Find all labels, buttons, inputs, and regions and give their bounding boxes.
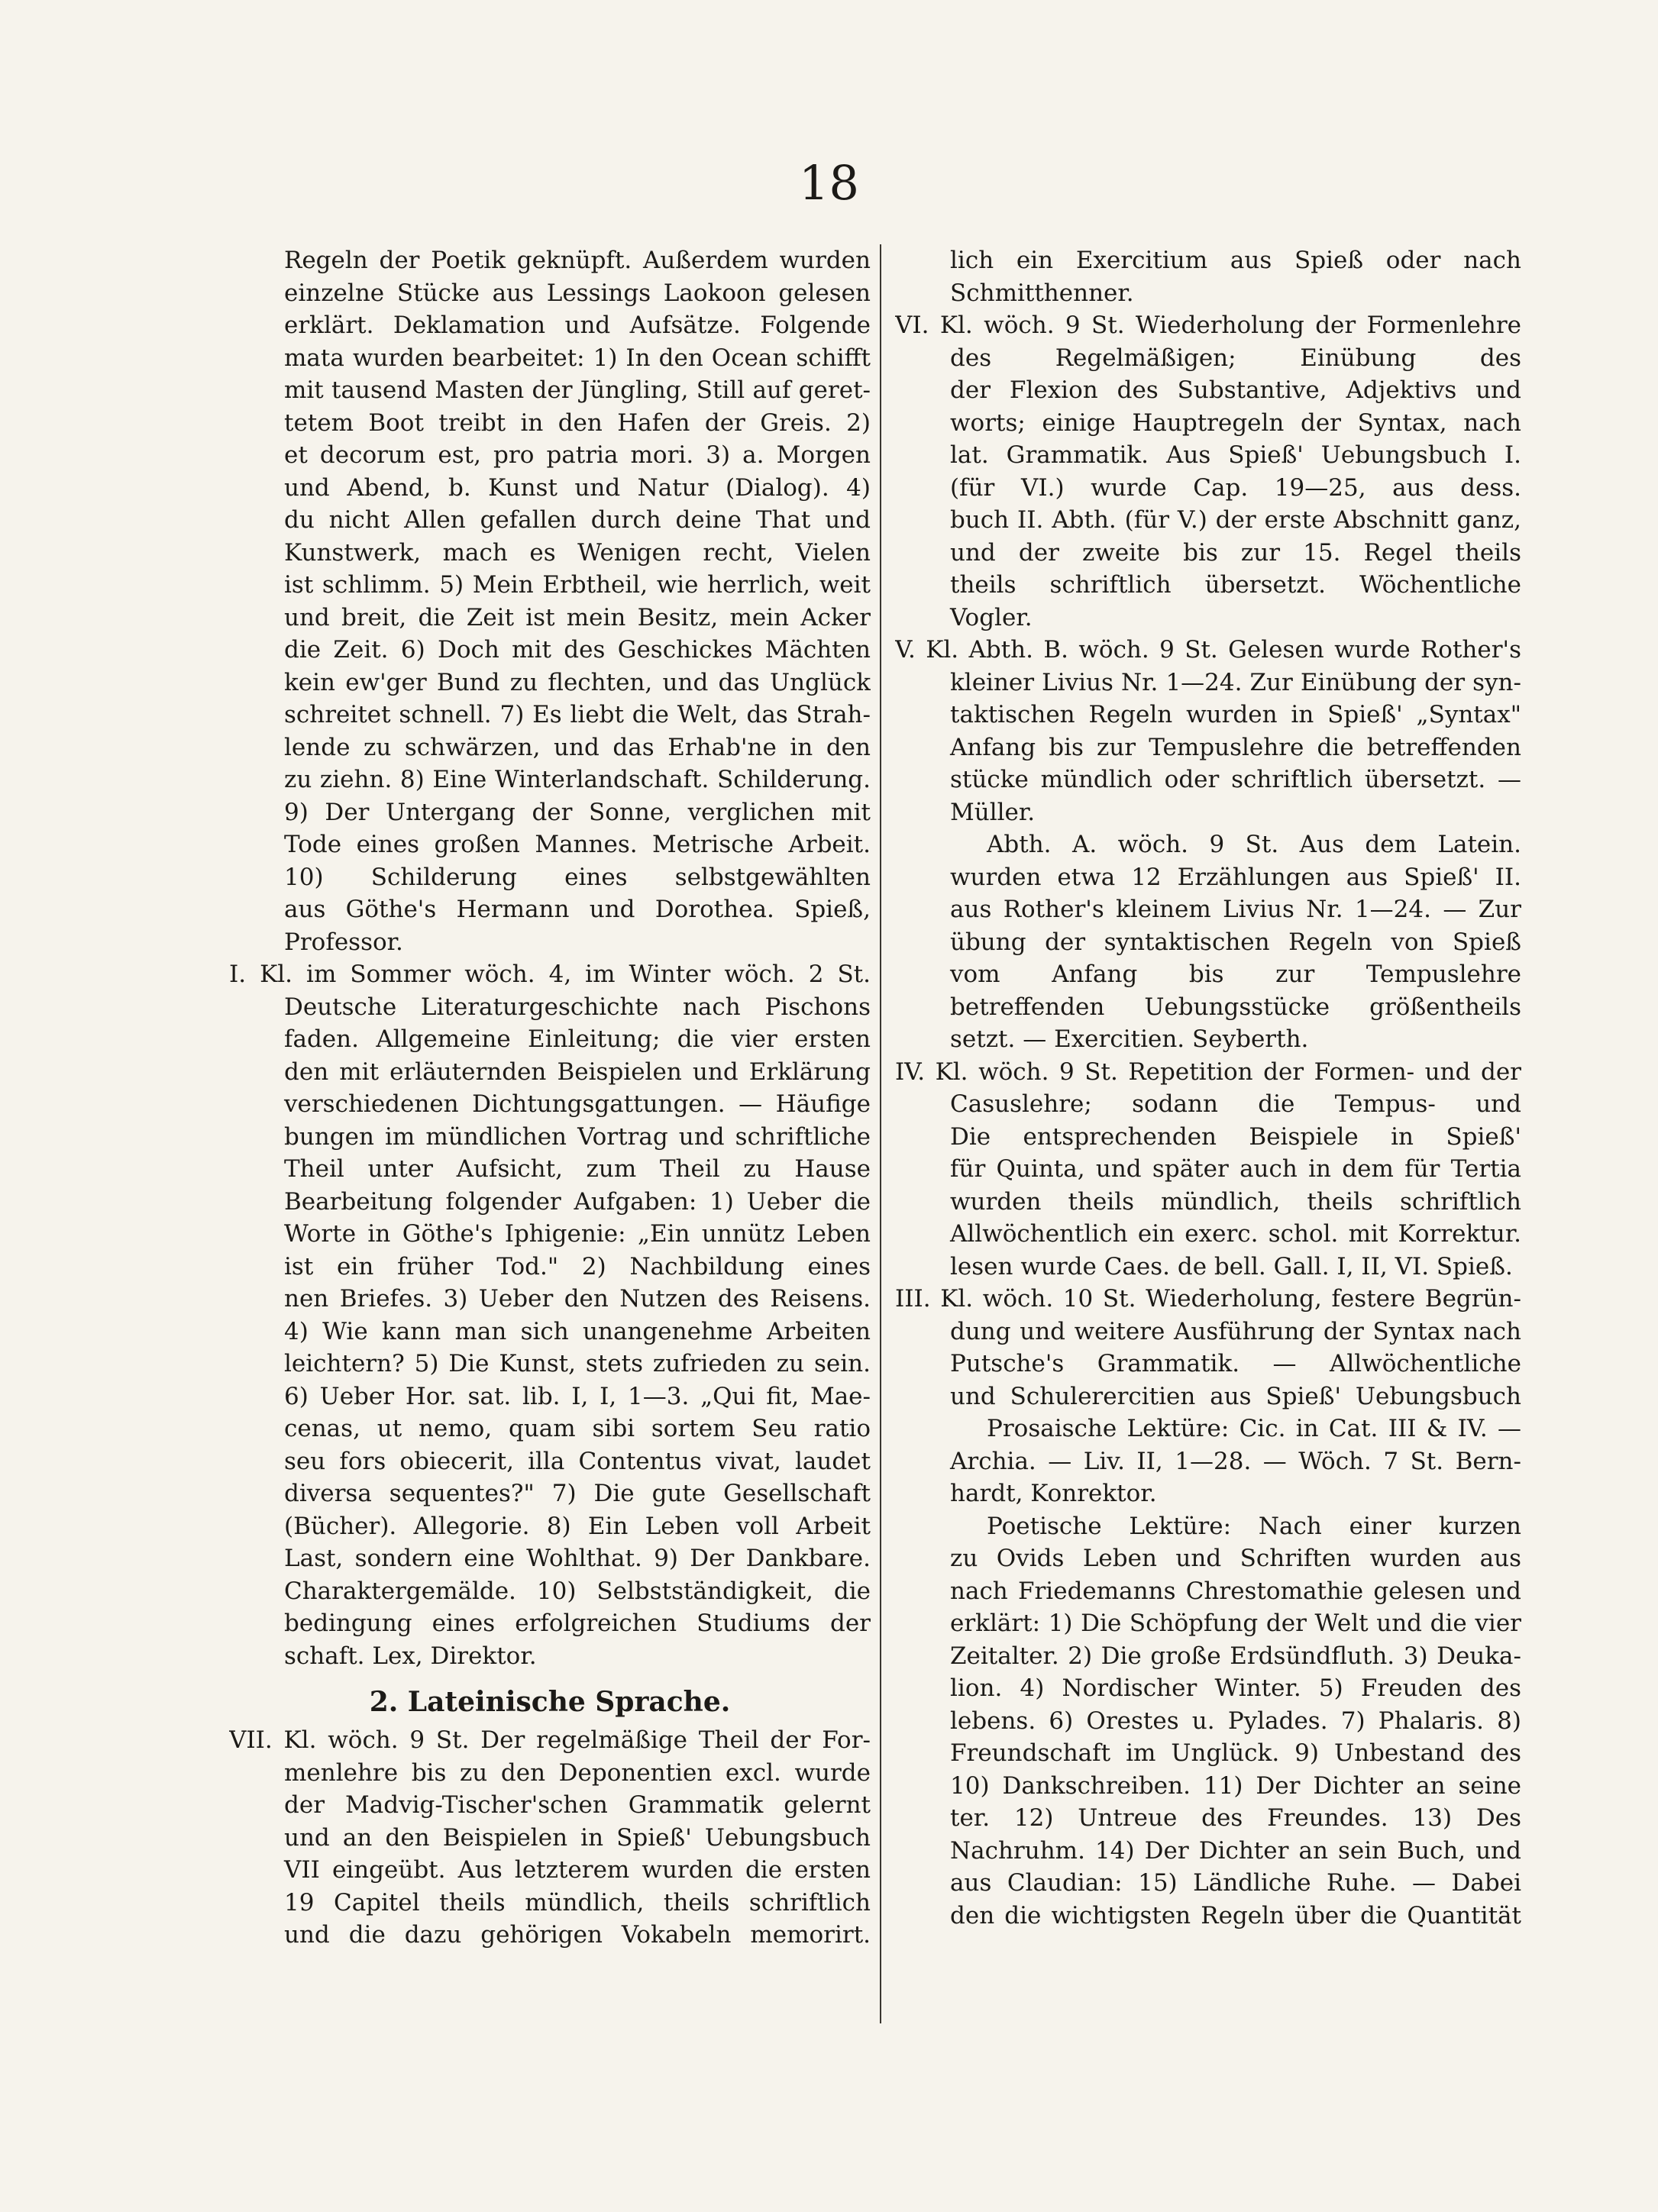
text-line: nen Briefes. 3) Ueber den Nutzen des Reisens. xyxy=(284,1285,871,1313)
text-line: theils schriftlich übersetzt. Wöchentliche xyxy=(950,571,1521,599)
text-line: wurden etwa 12 Erzählungen aus Spieß' II. xyxy=(950,863,1521,891)
text-line: 4) Wie kann man sich unangenehme Arbeiten xyxy=(284,1317,871,1345)
text-line: die Zeit. 6) Doch mit des Geschickes Mächten xyxy=(284,636,871,664)
text-line: zu ziehn. 8) Eine Winterlandschaft. Schilderung. xyxy=(284,766,871,793)
text-line: dung und weitere Ausführung der Syntax nach xyxy=(950,1317,1521,1345)
text-line: kleiner Livius Nr. 1—24. Zur Einübung der syn- xyxy=(950,668,1521,696)
text-line: V. Kl. Abth. B. wöch. 9 St. Gelesen wurde Rother's xyxy=(895,636,1521,664)
column-divider xyxy=(880,244,881,2023)
text-line: lesen wurde Caes. de bell. Gall. I, II, VI. Spieß. xyxy=(950,1252,1513,1280)
text-line: Casuslehre; sodann die Tempus- und xyxy=(950,1090,1521,1118)
text-line: aus Claudian: 15) Ländliche Ruhe. — Dabei xyxy=(950,1869,1521,1897)
text-line: leichtern? 5) Die Kunst, stets zufrieden zu sein. xyxy=(284,1350,871,1377)
text-line: und Abend, b. Kunst und Natur (Dialog). 4) xyxy=(284,473,871,502)
text-line: cenas, ut nemo, quam sibi sortem Seu ratio xyxy=(284,1415,871,1442)
text-line: ist schlimm. 5) Mein Erbtheil, wie herrlich, weit xyxy=(284,571,871,599)
text-line: (Bücher). Allegorie. 8) Ein Leben voll Arbeit xyxy=(284,1512,871,1540)
text-line: Poetische Lektüre: Nach einer kurzen xyxy=(987,1512,1521,1540)
text-line: und breit, die Zeit ist mein Besitz, mein Acker xyxy=(284,603,871,631)
text-line: einzelne Stücke aus Lessings Laokoon gelesen xyxy=(284,279,871,307)
text-line: für Quinta, und später auch in dem für Tertia xyxy=(950,1155,1521,1183)
text-line: Bearbeitung folgender Aufgaben: 1) Ueber die xyxy=(284,1187,871,1216)
text-line: tetem Boot treibt in den Hafen der Greis. 2) xyxy=(284,408,871,437)
text-line: bungen im mündlichen Vortrag und schriftliche xyxy=(284,1122,871,1151)
text-line: du nicht Allen gefallen durch deine That und xyxy=(284,506,871,534)
text-line: Zeitalter. 2) Die große Erdsündfluth. 3) Deuka- xyxy=(950,1642,1521,1670)
text-line: und Schulerercitien aus Spieß' Uebungsbuch xyxy=(950,1382,1521,1410)
text-line: lich ein Exercitium aus Spieß oder nach xyxy=(950,247,1521,274)
text-line: Prosaische Lektüre: Cic. in Cat. III & IV. — xyxy=(987,1415,1521,1442)
text-line: und an den Beispielen in Spieß' Uebungsbuch xyxy=(284,1823,871,1852)
text-line: IV. Kl. wöch. 9 St. Repetition der Formen- und der xyxy=(895,1058,1521,1086)
text-line: Allwöchentlich ein exerc. schol. mit Korrektur. xyxy=(950,1220,1521,1248)
text-line: worts; einige Hauptregeln der Syntax, nach xyxy=(950,408,1521,437)
text-line: schaft. Lex, Direktor. xyxy=(284,1642,537,1670)
text-line: wurden theils mündlich, theils schriftlich xyxy=(950,1187,1521,1216)
text-line: den die wichtigsten Regeln über die Quantität xyxy=(950,1901,1521,1929)
text-line: Abth. A. wöch. 9 St. Aus dem Latein. xyxy=(987,831,1521,858)
text-line: und die dazu gehörigen Vokabeln memorirt. xyxy=(284,1921,871,1949)
text-line: nach Friedemanns Chrestomathie gelesen und xyxy=(950,1577,1521,1605)
text-line: Archia. — Liv. II, 1—28. — Wöch. 7 St. Bern- xyxy=(950,1447,1521,1475)
text-line: taktischen Regeln wurden in Spieß' „Syntax" xyxy=(950,701,1521,728)
text-line: ist ein früher Tod." 2) Nachbildung eines xyxy=(284,1252,871,1280)
text-line: 10) Schilderung eines selbstgewählten xyxy=(284,863,871,891)
text-line: III. Kl. wöch. 10 St. Wiederholung, festere Begrün- xyxy=(895,1285,1521,1313)
text-line: VII eingeübt. Aus letzterem wurden die ersten xyxy=(284,1856,871,1884)
text-line: des Regelmäßigen; Einübung des xyxy=(950,344,1521,372)
text-line: betreffenden Uebungsstücke größentheils xyxy=(950,993,1521,1021)
text-line: der Madvig-Tischer'schen Grammatik gelernt xyxy=(284,1791,871,1819)
text-line: VII. Kl. wöch. 9 St. Der regelmäßige Theil der For- xyxy=(229,1726,871,1754)
text-line: Freundschaft im Unglück. 9) Unbestand des xyxy=(950,1739,1521,1767)
text-line: Kunstwerk, mach es Wenigen recht, Vielen xyxy=(284,538,871,567)
text-line: zu Ovids Leben und Schriften wurden aus xyxy=(950,1545,1521,1572)
text-line: 6) Ueber Hor. sat. lib. I, I, 1—3. „Qui fit, Mae- xyxy=(284,1382,871,1410)
text-line: Anfang bis zur Tempuslehre die betreffenden xyxy=(950,733,1521,761)
text-line: Regeln der Poetik geknüpft. Außerdem wurden xyxy=(284,247,871,274)
text-line: et decorum est, pro patria mori. 3) a. Morgen xyxy=(284,441,871,469)
text-line: mit tausend Masten der Jüngling, Still auf geret- xyxy=(284,376,871,404)
left-column xyxy=(229,244,871,1952)
text-line: lat. Grammatik. Aus Spieß' Uebungsbuch I. xyxy=(950,441,1521,469)
right-column xyxy=(895,244,1521,1932)
text-line: und der zweite bis zur 15. Regel theils xyxy=(950,538,1521,567)
text-line: Müller. xyxy=(950,798,1036,826)
text-line: lebens. 6) Orestes u. Pylades. 7) Phalaris. 8) xyxy=(950,1707,1521,1735)
text-line: der Flexion des Substantive, Adjektivs und xyxy=(950,376,1521,404)
page-number: 18 xyxy=(799,155,859,211)
text-line: diversa sequentes?" 7) Die gute Gesellschaft xyxy=(284,1480,871,1507)
text-line: buch II. Abth. (für V.) der erste Abschnitt ganz, xyxy=(950,506,1521,534)
text-line: aus Göthe's Hermann und Dorothea. Spieß, xyxy=(284,896,871,923)
text-line: schreitet schnell. 7) Es liebt die Welt, das Strah- xyxy=(284,701,871,728)
text-line: seu fors obiecerit, illa Contentus vivat, laudet xyxy=(284,1447,871,1475)
text-line: Deutsche Literaturgeschichte nach Pischons xyxy=(284,993,871,1021)
text-line: Putsche's Grammatik. — Allwöchentliche xyxy=(950,1350,1521,1377)
text-line: ter. 12) Untreue des Freundes. 13) Des xyxy=(950,1804,1521,1832)
text-line: bedingung eines erfolgreichen Studiums der xyxy=(284,1610,871,1637)
text-line: hardt, Konrektor. xyxy=(950,1480,1157,1507)
text-line: vom Anfang bis zur Tempuslehre xyxy=(950,961,1521,988)
text-line: Nachruhm. 14) Der Dichter an sein Buch, und xyxy=(950,1836,1521,1865)
text-line: erklärt: 1) Die Schöpfung der Welt und die vier xyxy=(950,1610,1521,1637)
text-line: kein ew'ger Bund zu flechten, und das Unglück xyxy=(284,668,871,696)
text-line: verschiedenen Dichtungsgattungen. — Häufige xyxy=(284,1090,871,1118)
text-line: faden. Allgemeine Einleitung; die vier ersten xyxy=(284,1025,871,1053)
text-line: Schmitthenner. xyxy=(950,279,1134,307)
text-line: lende zu schwärzen, und das Erhab'ne in den xyxy=(284,733,871,761)
text-line: mata wurden bearbeitet: 1) In den Ocean schifft xyxy=(284,344,871,372)
text-line: setzt. — Exercitien. Seyberth. xyxy=(950,1025,1309,1053)
text-line: den mit erläuternden Beispielen und Erklärung xyxy=(284,1058,871,1086)
text-line: aus Rother's kleinem Livius Nr. 1—24. — Zur xyxy=(950,896,1521,923)
text-line: VI. Kl. wöch. 9 St. Wiederholung der Formenlehre xyxy=(895,312,1521,339)
text-line: Theil unter Aufsicht, zum Theil zu Hause xyxy=(284,1155,871,1183)
text-line: lion. 4) Nordischer Winter. 5) Freuden des xyxy=(950,1674,1521,1702)
text-line: Die entsprechenden Beispiele in Spieß' xyxy=(950,1122,1521,1151)
text-line: (für VI.) wurde Cap. 19—25, aus dess. xyxy=(950,473,1521,502)
text-line: Vogler. xyxy=(950,603,1033,631)
text-line: 9) Der Untergang der Sonne, verglichen mit xyxy=(284,798,871,826)
text-line: menlehre bis zu den Deponentien excl. wurde xyxy=(284,1758,871,1787)
text-line: Professor. xyxy=(284,928,403,956)
text-line: erklärt. Deklamation und Aufsätze. Folgende xyxy=(284,312,871,339)
text-line: übung der syntaktischen Regeln von Spieß xyxy=(950,928,1521,956)
text-line: Worte in Göthe's Iphigenie: „Ein unnütz Leben xyxy=(284,1220,871,1248)
text-line: Tode eines großen Mannes. Metrische Arbeit. xyxy=(284,831,871,858)
text-line: Last, sondern eine Wohlthat. 9) Der Dankbare. xyxy=(284,1545,871,1572)
text-line: I. Kl. im Sommer wöch. 4, im Winter wöch. 2 St. xyxy=(229,961,871,988)
text-line: 19 Capitel theils mündlich, theils schriftlich xyxy=(284,1888,871,1917)
text-line: stücke mündlich oder schriftlich übersetzt. — xyxy=(950,766,1521,793)
section-heading: 2. Lateinische Sprache. xyxy=(369,1686,731,1718)
text-line: 10) Dankschreiben. 11) Der Dichter an seine xyxy=(950,1771,1521,1800)
text-line: Charaktergemälde. 10) Selbstständigkeit, die xyxy=(284,1577,871,1605)
